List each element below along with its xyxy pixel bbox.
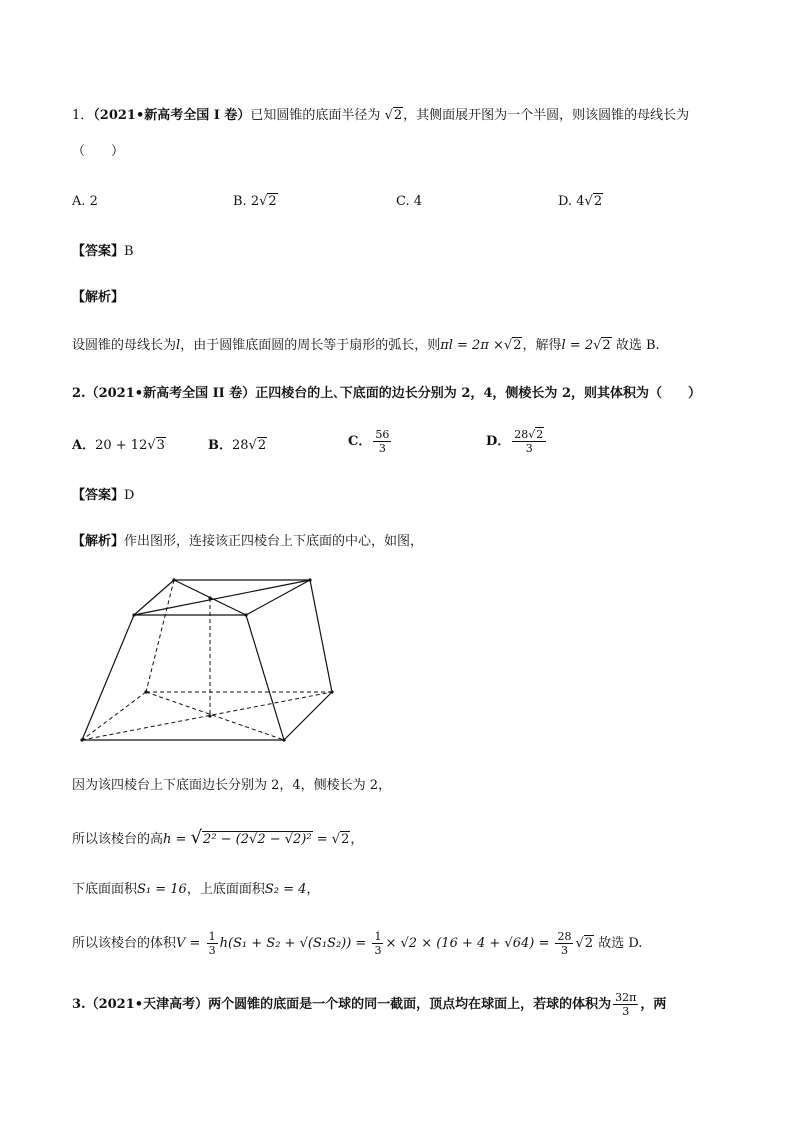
bottom-diagonal-2 (146, 692, 284, 740)
vertex-bottom-front-left (80, 738, 83, 741)
vertex-top-left-front (132, 613, 135, 616)
q1-analysis-label: 【解析】 (72, 290, 125, 305)
q2-option-b: B．28√2 (208, 438, 267, 453)
q2-option-d: D． $\frac{28√2}{3}$ (486, 428, 548, 455)
q1-analysis: 设圆锥的母线长为l，由于圆锥底面圆的周长等于扇形的弧长，则πl = 2π ×√2，解得l = 2√2 故选 B. (72, 338, 660, 353)
frustum-diagram (72, 570, 342, 750)
q1-stem-b: ，其侧面展开图为一个半圆，则该圆锥的母线长为 (403, 108, 690, 123)
q1-answer: 【答案】B (72, 244, 134, 259)
q1-stem (72, 106, 689, 126)
q1-option-c: C. 4 (396, 194, 423, 209)
q2-line4: 所以该棱台的体积V = $\frac{1}{3}$ h(S₁ + S₂ + √(S₁S₂)) = $\frac{1}{3}$ × √2 × (16 + 4 + √64) = $\frac{28}{3}$ √2 故选 D. (72, 930, 643, 957)
vertex-top-right-front (244, 613, 247, 616)
bottom-diagonal-1 (82, 692, 332, 740)
q2-analysis: 【解析】作出图形，连接该正四棱台上下底面的中心，如图， (72, 534, 424, 549)
lateral-edge-front-right (246, 615, 284, 740)
q1-number: 1． (72, 108, 94, 123)
q1-option-a: A. 2 (72, 194, 98, 209)
vertex-top-back-right (308, 578, 311, 581)
q2-answer: 【答案】D (72, 488, 135, 503)
q1-stem-a: 已知圆锥的底面半径为 (250, 108, 381, 123)
vertex-bottom-front-right (282, 738, 285, 741)
bottom-center (208, 714, 211, 717)
top-edge-right (246, 580, 310, 615)
top-edge-left (134, 580, 174, 615)
q1-option-d: D. 4√2 (558, 194, 603, 209)
q1-paren: （ ） (72, 144, 125, 159)
bottom-edge-right (284, 692, 332, 740)
top-diagonal-1 (134, 580, 310, 615)
lateral-edge-front-left (82, 615, 134, 740)
top-center (208, 596, 211, 599)
q1-option-b: B. 2√2 (233, 194, 277, 209)
q2-stem: 2.（2021•新高考全国 II 卷）正四棱台的上､下底面的边长分别为 2，4，侧棱长为 2，则其体积为（ ） (72, 386, 701, 401)
q2-option-a: A．20 + 12√3 (72, 438, 165, 453)
q1-source: （2021•新高考全国 I 卷） (93, 108, 251, 123)
q2-line2: 所以该棱台的高h = √2² − (2√2 − √2)² = √2， (72, 827, 364, 848)
vertex-bottom-back-right (330, 690, 333, 693)
lateral-edge-back-right (310, 580, 332, 692)
q2-line1: 因为该四棱台上下底面边长分别为 2，4，侧棱长为 2， (72, 778, 392, 793)
hidden-lateral-edge (146, 580, 174, 692)
q1-radius: √2 (384, 108, 403, 123)
q3-stem: 3.（2021•天津高考）两个圆锥的底面是一个球的同一截面，顶点均在球面上，若球的体积为 $\frac{32\pi}{3}$ ，两 (72, 991, 667, 1018)
vertex-top-back-left (172, 578, 175, 581)
q2-option-c: C． $\frac{56}{3}$ (348, 428, 390, 455)
vertex-bottom-back-left (144, 690, 147, 693)
q2-line3: 下底面面积S₁ = 16，上底面面积S₂ = 4， (72, 882, 320, 897)
